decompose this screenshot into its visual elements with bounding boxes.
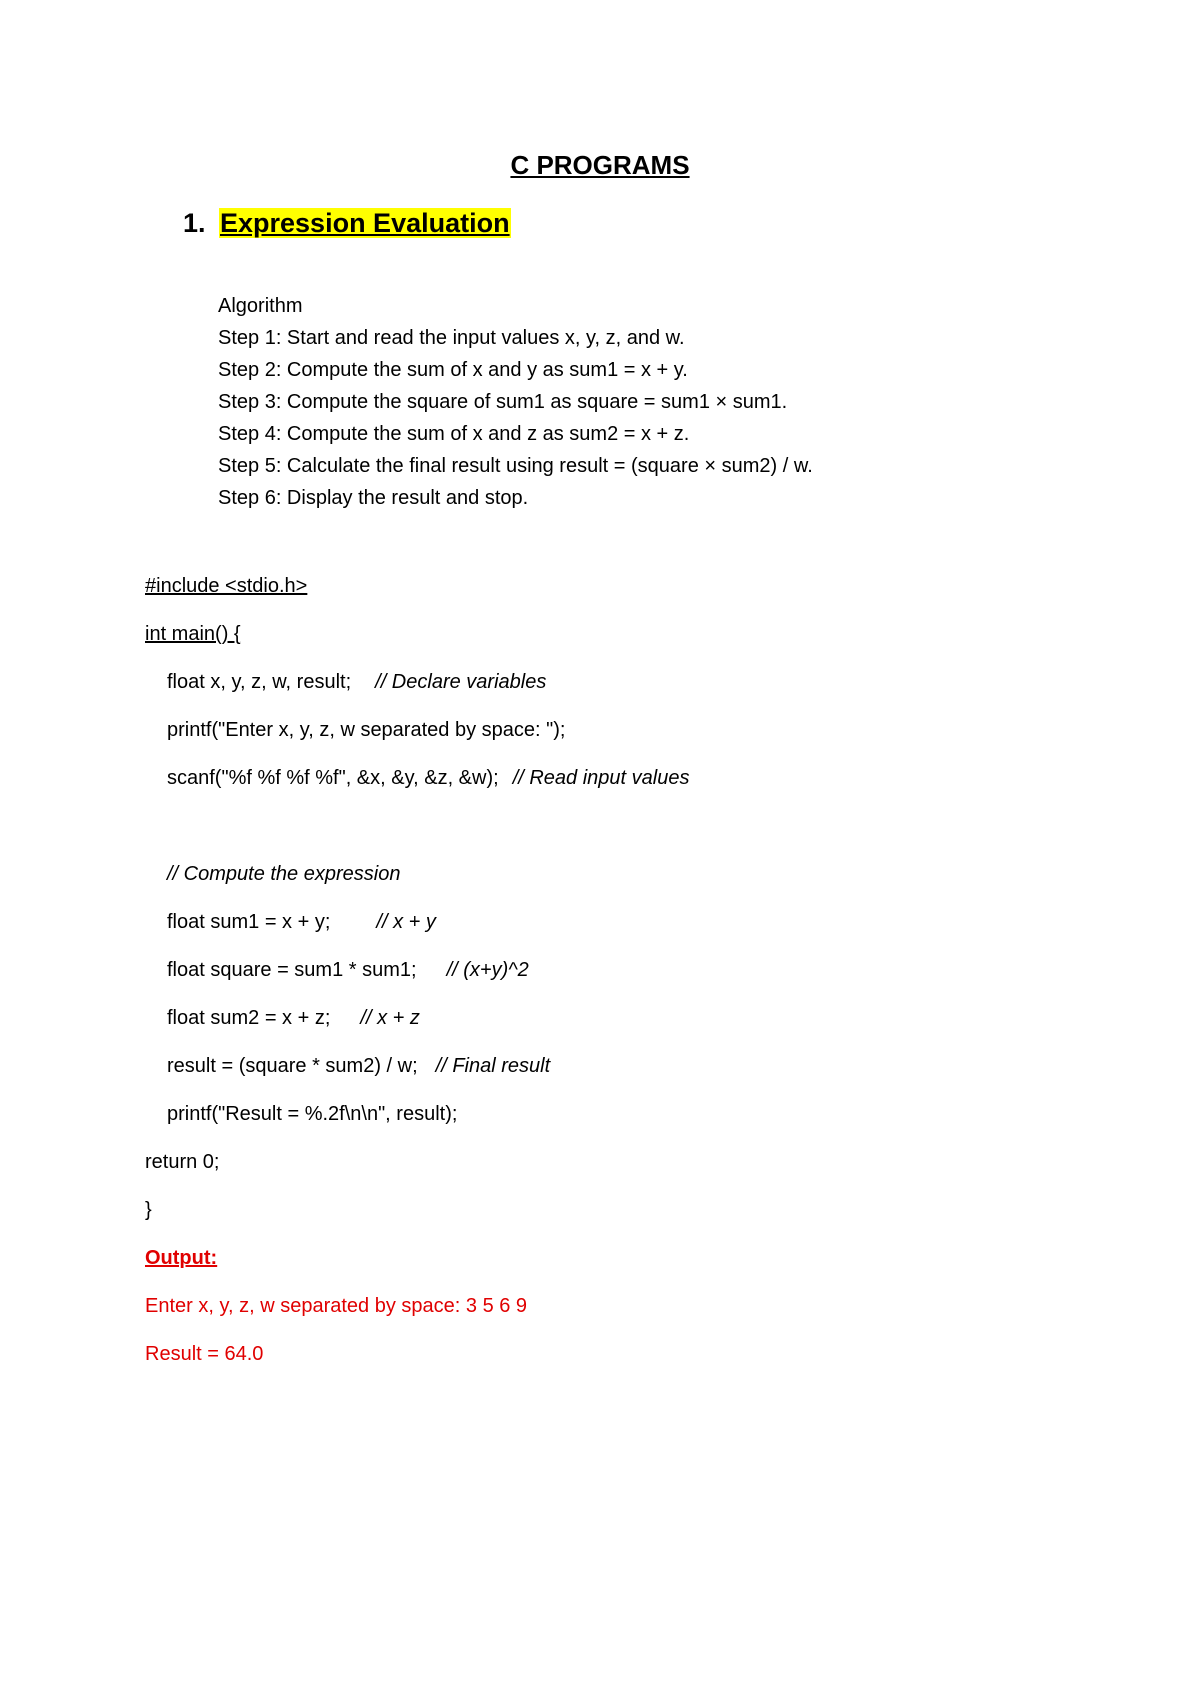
algorithm-label: Algorithm xyxy=(218,295,303,317)
algorithm-step: Step 4: Compute the sum of x and z as sum2 = x + z. xyxy=(218,423,690,445)
code-text: printf("Enter x, y, z, w separated by space: "); xyxy=(167,719,566,741)
section-heading xyxy=(183,208,511,239)
code-text: scanf("%f %f %f %f", &x, &y, &z, &w); xyxy=(167,767,499,789)
code-text: float x, y, z, w, result; xyxy=(167,671,352,693)
algorithm-step: Step 2: Compute the sum of x and y as sum1 = x + y. xyxy=(218,359,688,381)
code-text: float sum2 = x + z; xyxy=(167,1007,331,1029)
output-line: Enter x, y, z, w separated by space: 3 5 6 9 xyxy=(145,1295,528,1317)
output-label: Output: xyxy=(145,1247,218,1269)
code-comment-compute: // Compute the expression xyxy=(167,863,401,885)
code-text: float square = sum1 * sum1; xyxy=(167,959,417,981)
code-include: #include <stdio.h> xyxy=(145,575,308,597)
code-line-printf-result xyxy=(167,1100,457,1128)
code-line-declare xyxy=(167,668,546,696)
algorithm-step: Step 6: Display the result and stop. xyxy=(218,487,529,509)
algorithm-block xyxy=(218,290,813,514)
code-text: float sum1 = x + y; xyxy=(167,911,331,933)
output-line: Result = 64.0 xyxy=(145,1343,264,1365)
code-comment: // Read input values xyxy=(512,767,690,789)
code-text: printf("Result = %.2f\n\n", result); xyxy=(167,1103,458,1125)
algorithm-step: Step 1: Start and read the input values x, y, z, and w. xyxy=(218,327,685,349)
code-comment: // Final result xyxy=(435,1055,551,1077)
algorithm-step: Step 5: Calculate the final result using result = (square × sum2) / w. xyxy=(218,455,813,477)
code-text: result = (square * sum2) / w; xyxy=(167,1055,418,1077)
document-title: C PROGRAMS xyxy=(510,150,690,180)
section-title: Expression Evaluation xyxy=(220,208,510,238)
code-line-square xyxy=(167,956,529,984)
section-number: 1. xyxy=(183,208,206,238)
code-line-printf-prompt xyxy=(167,716,565,744)
code-return: return 0; xyxy=(145,1151,220,1173)
code-line-result xyxy=(167,1052,550,1080)
code-line-sum1 xyxy=(167,908,436,936)
code-comment: // (x+y)^2 xyxy=(446,959,529,981)
code-comment: // Declare variables xyxy=(375,671,547,693)
code-close-brace: } xyxy=(145,1199,152,1221)
code-line-sum2 xyxy=(167,1004,420,1032)
algorithm-step: Step 3: Compute the square of sum1 as square = sum1 × sum1. xyxy=(218,391,788,413)
code-comment: // x + y xyxy=(376,911,436,933)
code-main-signature: int main() { xyxy=(145,623,241,645)
code-line-scanf xyxy=(167,764,689,792)
code-comment: // x + z xyxy=(360,1007,420,1029)
